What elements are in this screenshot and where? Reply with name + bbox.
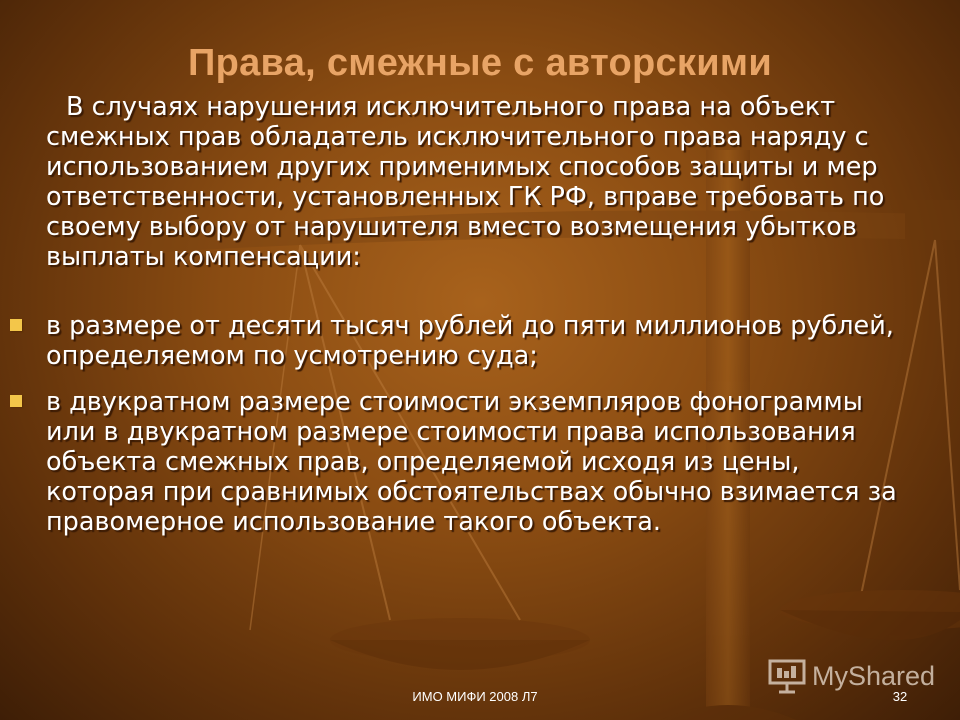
slide-footer: ИМО МИФИ 2008 Л7 — [412, 689, 538, 704]
bullet-text: в размере от десяти тысяч рублей до пяти миллионов рублей, определяемом по усмотрению суда; — [46, 311, 894, 371]
square-bullet-icon — [10, 395, 22, 407]
slide-title: Права, смежные с авторскими — [188, 42, 772, 84]
square-bullet-icon — [10, 319, 22, 331]
bullet-item — [46, 387, 916, 537]
watermark-text: MyShared — [812, 660, 936, 691]
bullet-item — [46, 311, 916, 371]
page-number: 32 — [892, 689, 908, 704]
bullet-text: в двукратном размере стоимости экземпляров фонограммы или в двукратном размере стоимости права использования объекта смежных прав, определяемой исходя из цены, которая при сравнимых обстоятельствах обычно взимается за правомерное использование такого объекта. — [46, 387, 897, 537]
intro-paragraph: В случаях нарушения исключительного права на объект смежных прав обладатель исключительного права наряду с использованием других применимых способов защиты и мер ответственности, установленных ГК РФ, вправе требовать по своему выбору от нарушителя вместо возмещения убытков выплаты компенсации: — [46, 92, 885, 272]
presentation-board-icon — [768, 658, 806, 694]
